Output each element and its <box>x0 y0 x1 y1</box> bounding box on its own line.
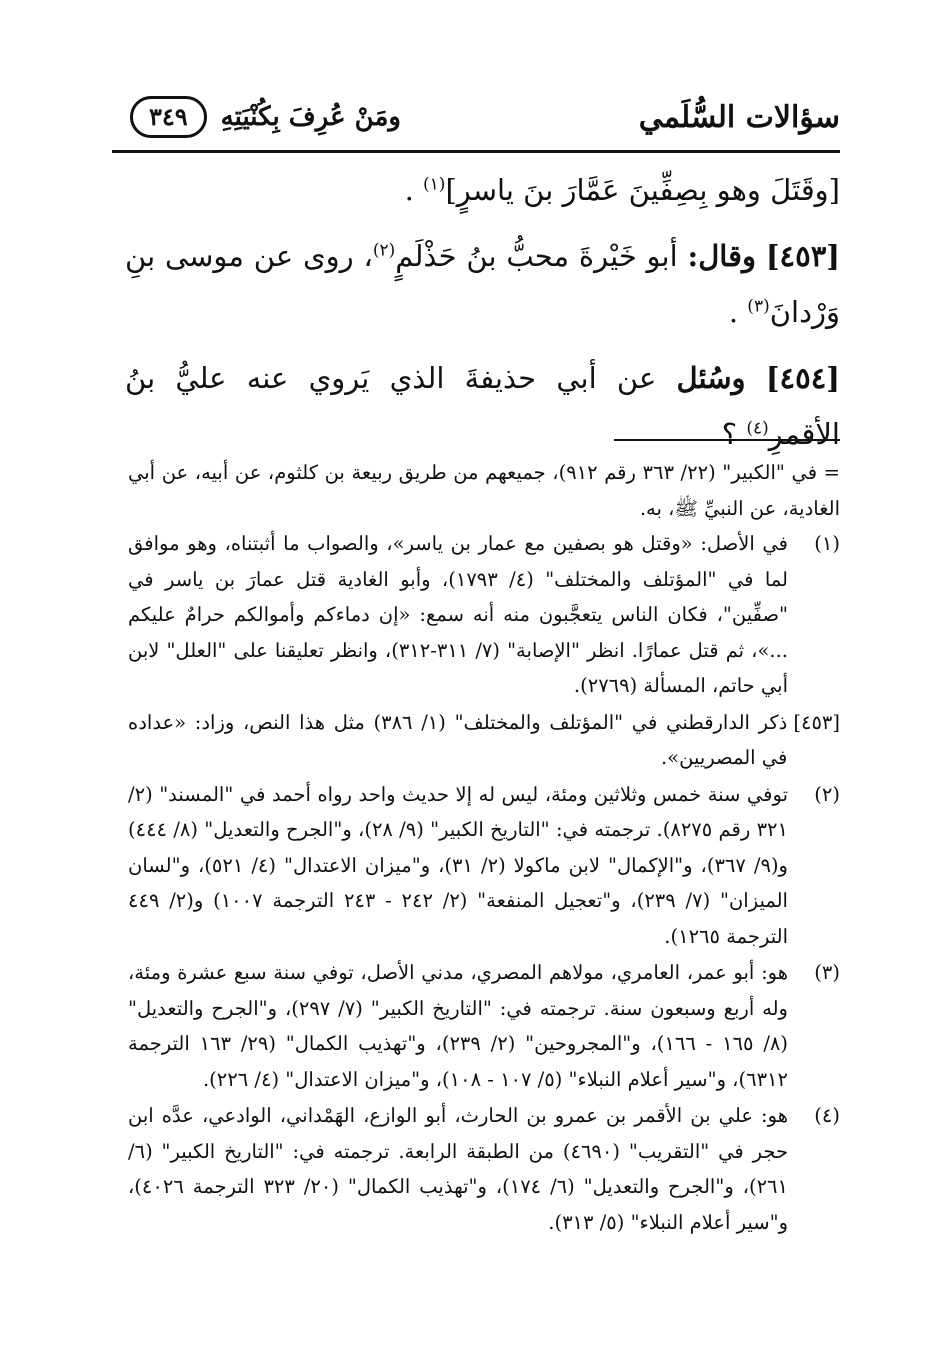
entry-453-lead: وقال: <box>687 239 756 273</box>
footnote-3 <box>128 955 840 1097</box>
footnote-text: ذكر الدارقطني في "المؤتلف والمختلف" (١/ ٣٨٦) مثل هذا النص، وزاد: «عداده في المصريين». <box>128 710 788 769</box>
entry-number-454: [٤٥٤] <box>765 361 841 395</box>
entry-453-end: . <box>728 295 739 329</box>
footnote-2 <box>128 777 840 955</box>
footnote-ref-4[interactable]: (٤) <box>746 418 769 439</box>
main-line-1-end: . <box>404 173 414 207</box>
entry-454-end: ؟ <box>721 417 738 451</box>
main-text <box>125 162 840 462</box>
paragraph-454 <box>125 350 840 462</box>
footnote-ref-2[interactable]: (٢) <box>372 240 396 261</box>
entry-453-text-b: ، روى عن موسى بنِ وَرْدانَ <box>125 239 840 329</box>
entry-454-lead: وسُئل <box>676 361 746 395</box>
paragraph-453 <box>125 228 840 340</box>
footnote-ref-3[interactable]: (٣) <box>747 296 770 317</box>
footnote-ref-1[interactable]: (١) <box>423 174 446 195</box>
footnotes <box>128 455 840 1241</box>
footnote-453 <box>128 705 840 776</box>
entry-number-453: [٤٥٣] <box>765 239 841 273</box>
footnote-marker: (١) <box>814 532 840 555</box>
entry-454-text: عن أبي حذيفةَ الذي يَروي عنه عليُّ بنُ الأقمرِ <box>125 361 840 451</box>
footnote-continuation: = في "الكبير" (٢٢/ ٣٦٣ رقم ٩١٢)، جميعهم من طريق ربيعة بن كلثوم، عن أبيه، عن أبي الغادية، عن النبيِّ ﷺ، به. <box>128 461 840 520</box>
footnote-marker: [٤٥٣] <box>793 710 840 734</box>
footnote-text: توفي سنة خمس وثلاثين ومئة، ليس له إلا حديث واحد رواه أحمد في "المسند" (٢/ ٣٢١ رقم ٨٢٧٥). ترجمته في: "التاريخ الكبير" (٩/ ٢٨)، و"الجرح والتعديل" (٨/ ٤٤٤) و(٩/ ٣٦٧)، و"الإكمال" لابن ماكولا (٢/ ٣١)، و"ميزان الاعتدال" (٤/ ٥٢١)، و"لسان الميزان" (٧/ ٢٣٩)، و"تعجيل المنفعة" (٢/ ٢٤٢ - ٢٤٣ الترجمة ١٠٠٧) و(٢/ ٤٤٩ الترجمة ١٢٦٥). <box>128 782 788 948</box>
main-line-1 <box>125 162 840 218</box>
footnote-text: هو: علي بن الأقمر بن عمرو بن الحارث، أبو الوازع، الهَمْداني، الوادعي، عدَّه ابن حجر في "التقريب" (٤٦٩٠) من الطبقة الرابعة. ترجمته في: "التاريخ الكبير" (٦/ ٢٦١)، و"الجرح والتعديل" (٦/ ١٧٤)، و"تهذيب الكمال" (٢٠/ ٣٢٣ الترجمة ٤٠٢٦)، و"سير أعلام النبلاء" (٥/ ٣١٣). <box>128 1104 789 1234</box>
footnote-4 <box>128 1098 840 1240</box>
footnote-marker: (٣) <box>814 961 840 984</box>
entry-453-text-a: أبو خَيْرةَ محبُّ بنُ حَذْلَمٍ <box>395 239 678 273</box>
page-header <box>130 92 840 142</box>
footnote-marker: (٢) <box>814 782 840 806</box>
footnote-text: هو: أبو عمر، العامري، مولاهم المصري، مدني الأصل، توفي سنة سبع عشرة ومئة، وله أربع وسبعون سنة. ترجمته في: "التاريخ الكبير" (٧/ ٢٩٧)، و"الجرح والتعديل" (٨/ ١٦٥ - ١٦٦)، و"المجروحين" (٢/ ٢٣٩)، و"تهذيب الكمال" (٢٩/ ١٦٣ الترجمة ٦٣١٢)، و"سير أعلام النبلاء" (٥/ ١٠٧ - ١٠٨)، و"ميزان الاعتدال" (٤/ ٢٢٦). <box>128 961 788 1091</box>
footnote-marker: (٤) <box>814 1104 840 1127</box>
footnote-text: في الأصل: «وقتل هو بصفين مع عمار بن ياسر»، والصواب ما أثبتناه، وهو موافق لما في "المؤتلف والمختلف" (٤/ ١٧٩٣)، وأبو الغادية قتل عمارَ بن ياسر في "صفِّين"، فكان الناس يتعجَّبون منه أنه سمع: «إن دماءكم وأموالكم حرامٌ عليكم ...»، ثم قتل عمارًا. انظر "الإصابة" (٧/ ٣١١-٣١٢)، وانظر تعليقنا على "العلل" لابن أبي حاتم، المسألة (٢٧٦٩). <box>128 532 788 697</box>
page-number: ٣٤٩ <box>130 96 207 138</box>
main-line-1-text: [وقَتَلَ وهو بِصِفِّينَ عَمَّارَ بنَ ياسرٍ] <box>445 173 840 207</box>
footnote-1 <box>128 526 840 704</box>
book-title: سؤالات السُّلَمي <box>638 99 840 135</box>
header-rule <box>112 150 840 153</box>
section-title: ومَنْ عُرِفَ بِكُنْيَتِهِ <box>220 102 401 132</box>
footnote-separator <box>614 439 840 441</box>
header-left-group <box>130 96 401 138</box>
